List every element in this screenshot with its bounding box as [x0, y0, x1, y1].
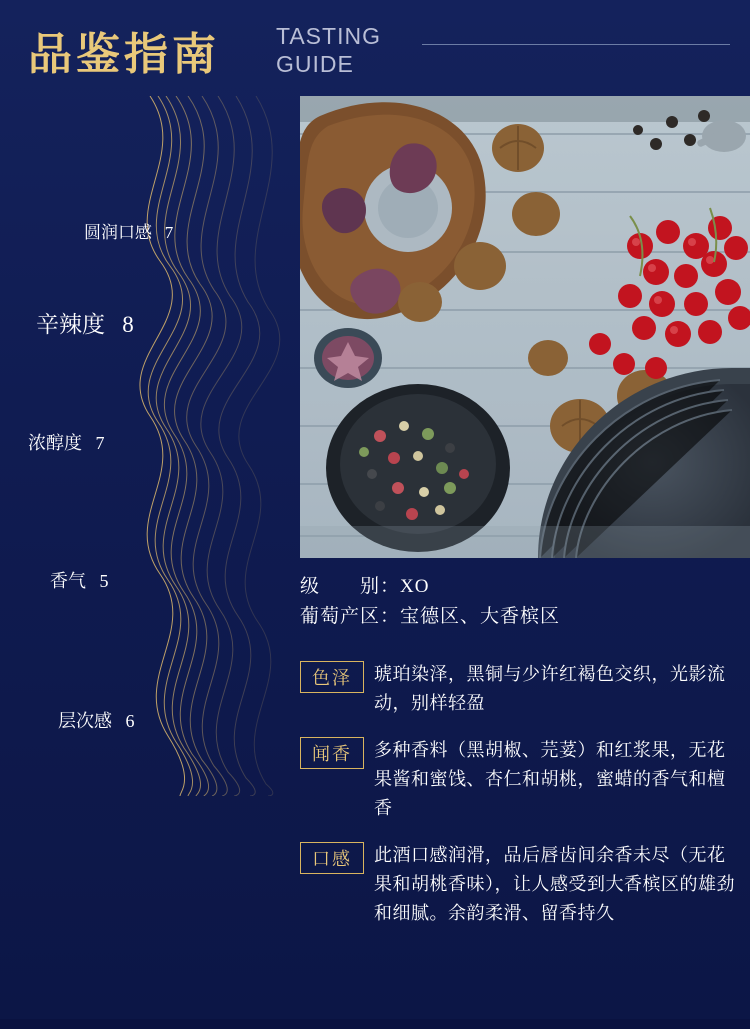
tasting-notes: [300, 660, 740, 946]
page-title-english: [276, 22, 381, 78]
tasting-label-0-value: 7: [164, 223, 174, 242]
header: [28, 14, 730, 94]
note-item: [300, 660, 740, 718]
title-english-line2: GUIDE: [276, 51, 354, 77]
tasting-label-2-name: 浓醇度: [28, 433, 82, 453]
tasting-photo: [300, 96, 750, 558]
tasting-label-0-name: 圆润口感: [84, 223, 152, 242]
note-text-aroma: 多种香料（黑胡椒、芫荽）和红浆果，无花果酱和蜜饯、杏仁和胡桃，蜜蜡的香气和檀香: [374, 740, 726, 818]
bottom-bar: [0, 1019, 750, 1029]
note-item: [300, 736, 740, 823]
note-tag-palate: 口感: [300, 842, 364, 874]
note-text-palate: 此酒口感润滑，品后唇齿间余香未尽（无花果和胡桃香味），让人感受到大香槟区的雄劲和细腻。余韵柔滑、留香持久: [374, 845, 735, 923]
tasting-label-3-name: 香气: [50, 571, 86, 591]
tasting-label-1-value: 8: [122, 312, 134, 337]
spec-block: [300, 572, 740, 632]
tasting-label-4-value: 6: [125, 711, 135, 731]
region-line: 葡萄产区：宝德区、大香槟区: [300, 606, 561, 627]
tasting-label-4-name: 层次感: [58, 711, 112, 731]
note-text-color: 琥珀染泽，黑铜与少许红褐色交织，光影流动，别样轻盈: [374, 664, 726, 713]
note-item: [300, 841, 740, 928]
page-title: 品鉴指南: [28, 30, 220, 79]
header-divider: [422, 44, 730, 45]
tasting-label-2-value: 7: [95, 433, 105, 453]
tasting-wave-chart: [0, 96, 300, 796]
grade-line: 级 别：XO: [300, 576, 430, 597]
note-tag-aroma: 闻香: [300, 737, 364, 769]
tasting-label-1-name: 辛辣度: [36, 312, 105, 337]
note-tag-color: 色泽: [300, 661, 364, 693]
tasting-label-3-value: 5: [99, 571, 109, 591]
title-english-line1: TASTING: [276, 23, 381, 49]
